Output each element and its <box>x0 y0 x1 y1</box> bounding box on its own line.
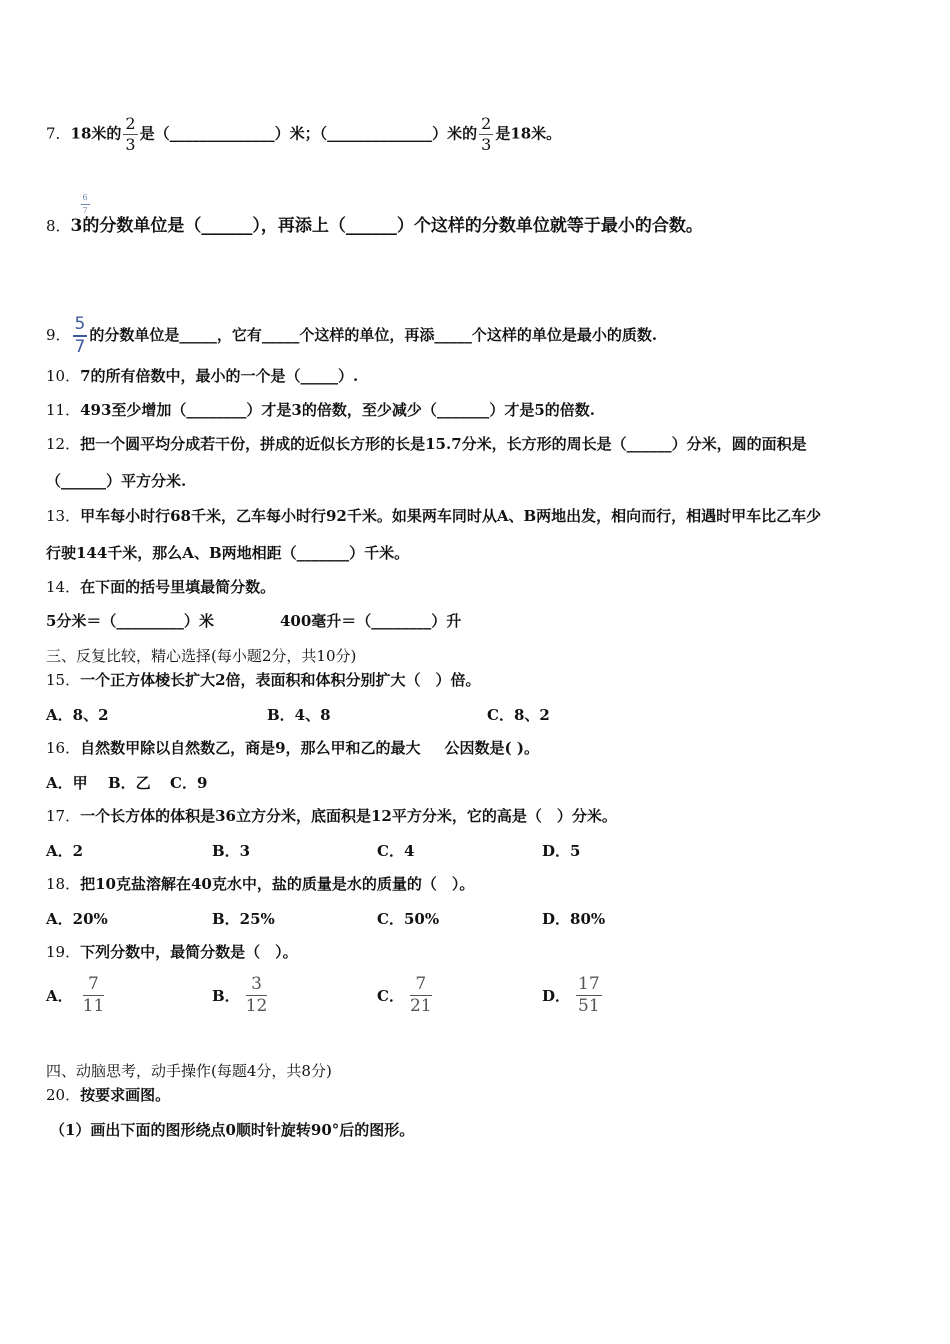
q19-option-c[interactable]: C． $\frac{7}{21}$ <box>377 974 432 1016</box>
question-14-b: 400毫升＝（________）升 <box>280 612 462 630</box>
fraction-7-21: $\frac{7}{21}$ <box>409 974 432 1016</box>
q19-option-a[interactable]: A． $\frac{7}{11}$ <box>46 974 105 1016</box>
fraction-7-11: $\frac{7}{11}$ <box>82 974 105 1016</box>
question-12: 12．把一个圆平均分成若干份，拼成的近似长方形的长是15.7分米，长方形的周长是（______）分米，圆的面积是 <box>46 435 807 453</box>
q17-option-b[interactable]: B．3 <box>212 842 251 860</box>
q19-option-b[interactable]: B． $\frac{3}{12}$ <box>212 974 268 1016</box>
question-11: 11．493至少增加（________）才是3的倍数，至少减少（_______）才是5的倍数. <box>46 401 596 419</box>
section-4-title: 四、动脑思考，动手操作(每题4分，共8分) <box>46 1062 332 1080</box>
fraction-17-51: $\frac{17}{51}$ <box>578 974 600 1016</box>
q15-option-a[interactable]: A．8、2 <box>46 706 109 724</box>
question-12-cont: （______）平方分米. <box>46 472 187 490</box>
q19-option-d[interactable]: D． $\frac{17}{51}$ <box>542 974 600 1016</box>
question-7: 7．18米的 $\frac{2}{3}$ 是（______________）米；（______________）米的 $\frac{2}{3}$ 是18米。 <box>46 114 562 154</box>
q17-option-d[interactable]: D．5 <box>542 842 581 860</box>
q18-option-a[interactable]: A．20% <box>46 910 108 928</box>
fraction-3-12: $\frac{3}{12}$ <box>245 974 268 1016</box>
fraction-five-sevenths: $\frac{5}{7}$ <box>74 314 86 357</box>
q16-option-b[interactable]: B．乙 <box>108 774 151 792</box>
q16-option-c[interactable]: C．9 <box>170 774 208 792</box>
question-8: 8． $\frac{6}{7}$ 3的分数单位是（______），再添上（______）个这样的分数单位就等于最小的合数。 <box>46 193 703 236</box>
question-14: 14．在下面的括号里填最简分数。 <box>46 578 276 596</box>
question-13-cont: 行驶144千米，那么A、B两地相距（_______）千米。 <box>46 544 410 562</box>
question-9: 9． $\frac{5}{7}$ 的分数单位是_____，它有_____个这样的单位，再添_____个这样的单位是最小的质数. <box>46 314 658 357</box>
q15-option-b[interactable]: B．4、8 <box>267 706 331 724</box>
fraction-two-thirds-2: $\frac{2}{3}$ <box>481 114 492 154</box>
question-13: 13．甲车每小时行68千米，乙车每小时行92千米。如果两车同时从A、B两地出发，相向而行，相遇时甲车比乙车少 <box>46 507 822 525</box>
question-10: 10．7的所有倍数中，最小的一个是（_____）. <box>46 367 359 385</box>
question-17: 17．一个长方体的体积是36立方分米，底面积是12平方分米，它的高是（ ）分米。 <box>46 807 617 825</box>
question-15: 15．一个正方体棱长扩大2倍，表面积和体积分别扩大（ ）倍。 <box>46 671 481 689</box>
question-16: 16．自然数甲除以自然数乙，商是9，那么甲和乙的最大 公因数是( )。 <box>46 739 539 757</box>
q18-option-b[interactable]: B．25% <box>212 910 275 928</box>
question-18: 18．把10克盐溶解在40克水中，盐的质量是水的质量的（ ）。 <box>46 875 475 893</box>
section-3-title: 三、反复比较，精心选择(每小题2分，共10分) <box>46 647 357 665</box>
q17-option-a[interactable]: A．2 <box>46 842 84 860</box>
q15-option-c[interactable]: C．8、2 <box>487 706 550 724</box>
question-20-sub-1: （1）画出下面的图形绕点0顺时针旋转90°后的图形。 <box>50 1121 415 1139</box>
q17-option-c[interactable]: C．4 <box>377 842 415 860</box>
fraction-six-sevenths: $\frac{6}{7}$ <box>82 193 88 215</box>
question-14-a: 5分米＝（_________）米 <box>46 612 214 630</box>
question-20: 20．按要求画图。 <box>46 1086 171 1104</box>
q18-option-d[interactable]: D．80% <box>542 910 606 928</box>
fraction-two-thirds: $\frac{2}{3}$ <box>125 114 136 154</box>
q18-option-c[interactable]: C．50% <box>377 910 440 928</box>
question-19: 19．下列分数中，最简分数是（ ）。 <box>46 943 298 961</box>
q16-option-a[interactable]: A．甲 <box>46 774 88 792</box>
